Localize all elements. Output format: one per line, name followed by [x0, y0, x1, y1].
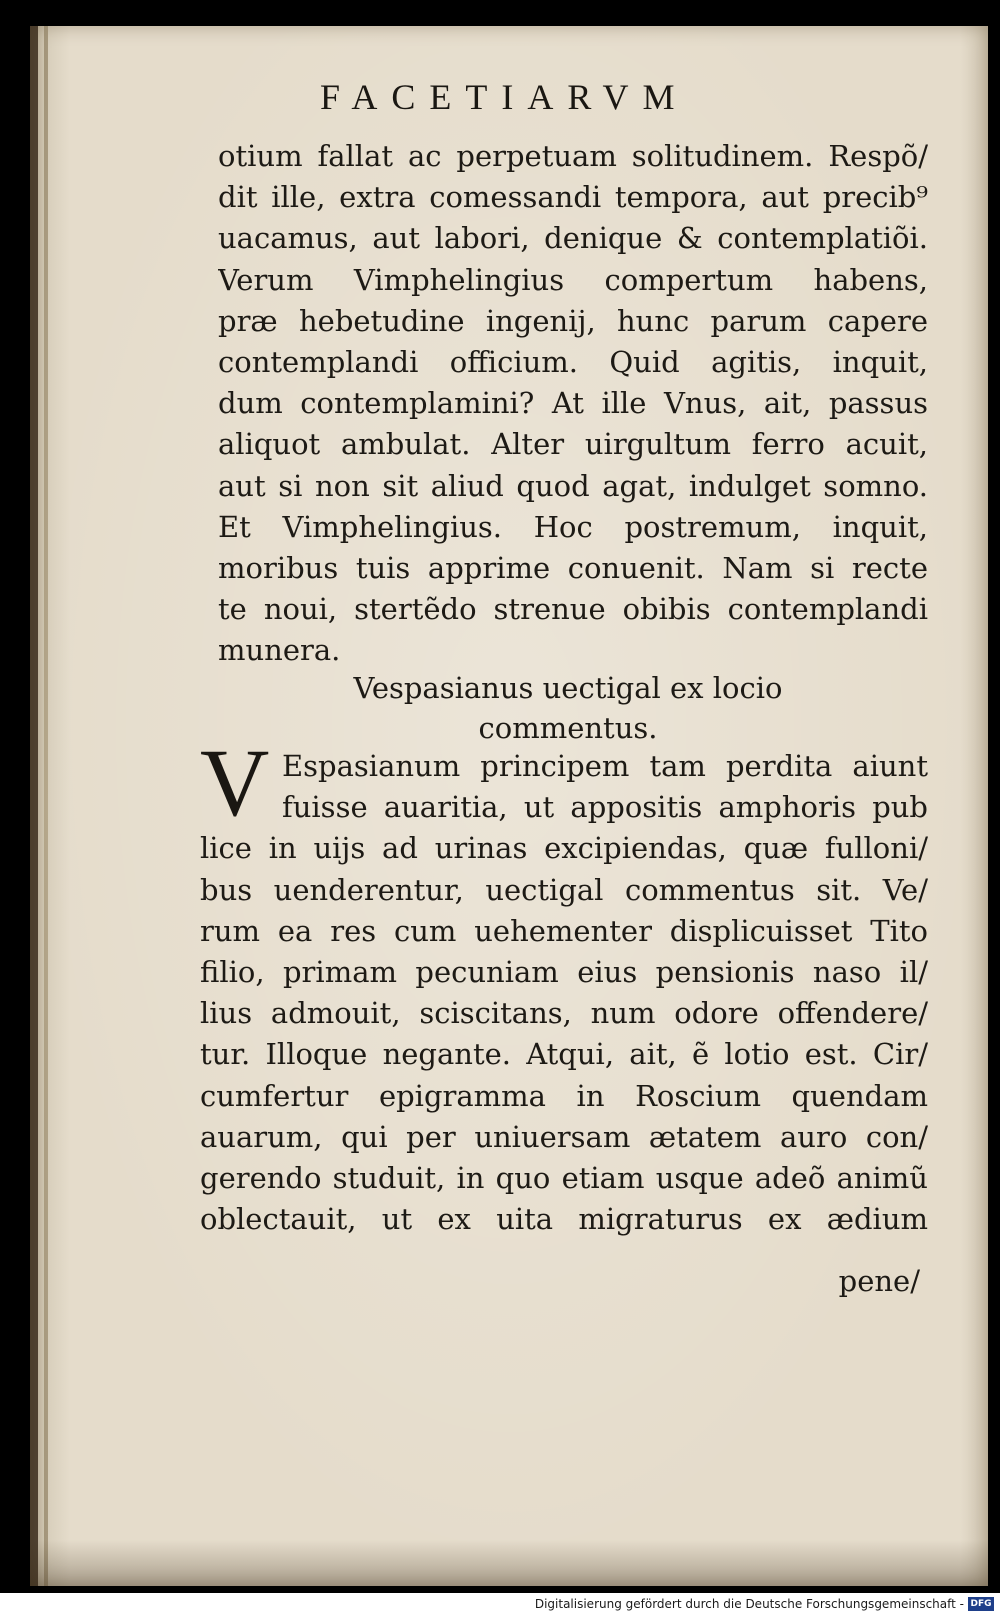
paragraph-1	[218, 136, 928, 671]
text-line: fuisse auaritia, ut appositis amphoris pub	[282, 790, 928, 825]
text-line: Espasianum principem tam perdita aiunt	[282, 749, 928, 783]
text-line: aliquot ambulat. Alter uirgultum ferro acuit,	[218, 427, 928, 462]
text-line: rum ea res cum uehementer displicuisset Tito	[200, 913, 928, 948]
text-line: cumfertur epigramma in Roscium quendam	[200, 1078, 928, 1113]
text-line: otium fallat ac perpetuam solitudinem. Respõ/	[218, 139, 928, 173]
dfg-logo-icon: DFG	[968, 1597, 994, 1611]
text-line: filio, primam pecuniam eius pensionis naso il/	[200, 954, 928, 989]
text-line: munera.	[218, 633, 341, 668]
text-line: dit ille, extra comessandi tempora, aut precib⁹	[218, 180, 928, 215]
text-line: tur. Illoque negante. Atqui, ait, ẽ lotio est. Cir/	[200, 1037, 928, 1072]
text-line: aut si non sit aliud quod agat, indulget somno.	[218, 468, 928, 503]
text-line: Verum Vimphelingius compertum habens,	[218, 262, 928, 297]
text-line: lice in uijs ad urinas excipiendas, quæ fulloni/	[200, 831, 928, 866]
catchword: pene/	[838, 1264, 920, 1298]
text-line: contemplandi officium. Quid agitis, inquit,	[218, 344, 928, 379]
text-line: gerendo studuit, in quo etiam usque adeõ animũ	[200, 1160, 928, 1195]
running-head: FACETIARVM	[320, 77, 689, 117]
text-line: auarum, qui per uniuersam ætatem auro con/	[200, 1119, 928, 1154]
paragraph-2	[200, 746, 928, 1240]
page-gutter	[44, 26, 48, 1586]
text-line: Et Vimphelingius. Hoc postremum, inquit,	[218, 509, 928, 544]
page-bottom-shadow	[30, 1540, 988, 1586]
text-line: moribus tuis apprime conuenit. Nam si recte	[218, 550, 928, 585]
text-line: te noui, stertẽdo strenue obibis contemplandi	[218, 592, 928, 627]
text-line: oblectauit, ut ex uita migraturus ex ædium	[200, 1202, 928, 1237]
text-line: lius admouit, sciscitans, num odore offendere/	[200, 996, 928, 1031]
drop-capital: V	[200, 729, 270, 836]
text-line: præ hebetudine ingenij, hunc parum capere	[218, 303, 928, 338]
heading-line: commentus.	[478, 711, 658, 745]
digitization-credit: Digitalisierung gefördert durch die Deutsche Forschungsgemeinschaft -	[534, 1597, 964, 1611]
text-line: uacamus, aut labori, denique & contemplatiõi.	[218, 221, 928, 256]
text-line: dum contemplamini? At ille Vnus, ait, passus	[218, 386, 928, 421]
text-line: bus uenderentur, uectigal commentus sit. Ve/	[200, 872, 928, 907]
binding-edge	[30, 26, 38, 1586]
heading-line: Vespasianus uectigal ex locio	[353, 671, 783, 705]
section-heading	[218, 668, 918, 748]
